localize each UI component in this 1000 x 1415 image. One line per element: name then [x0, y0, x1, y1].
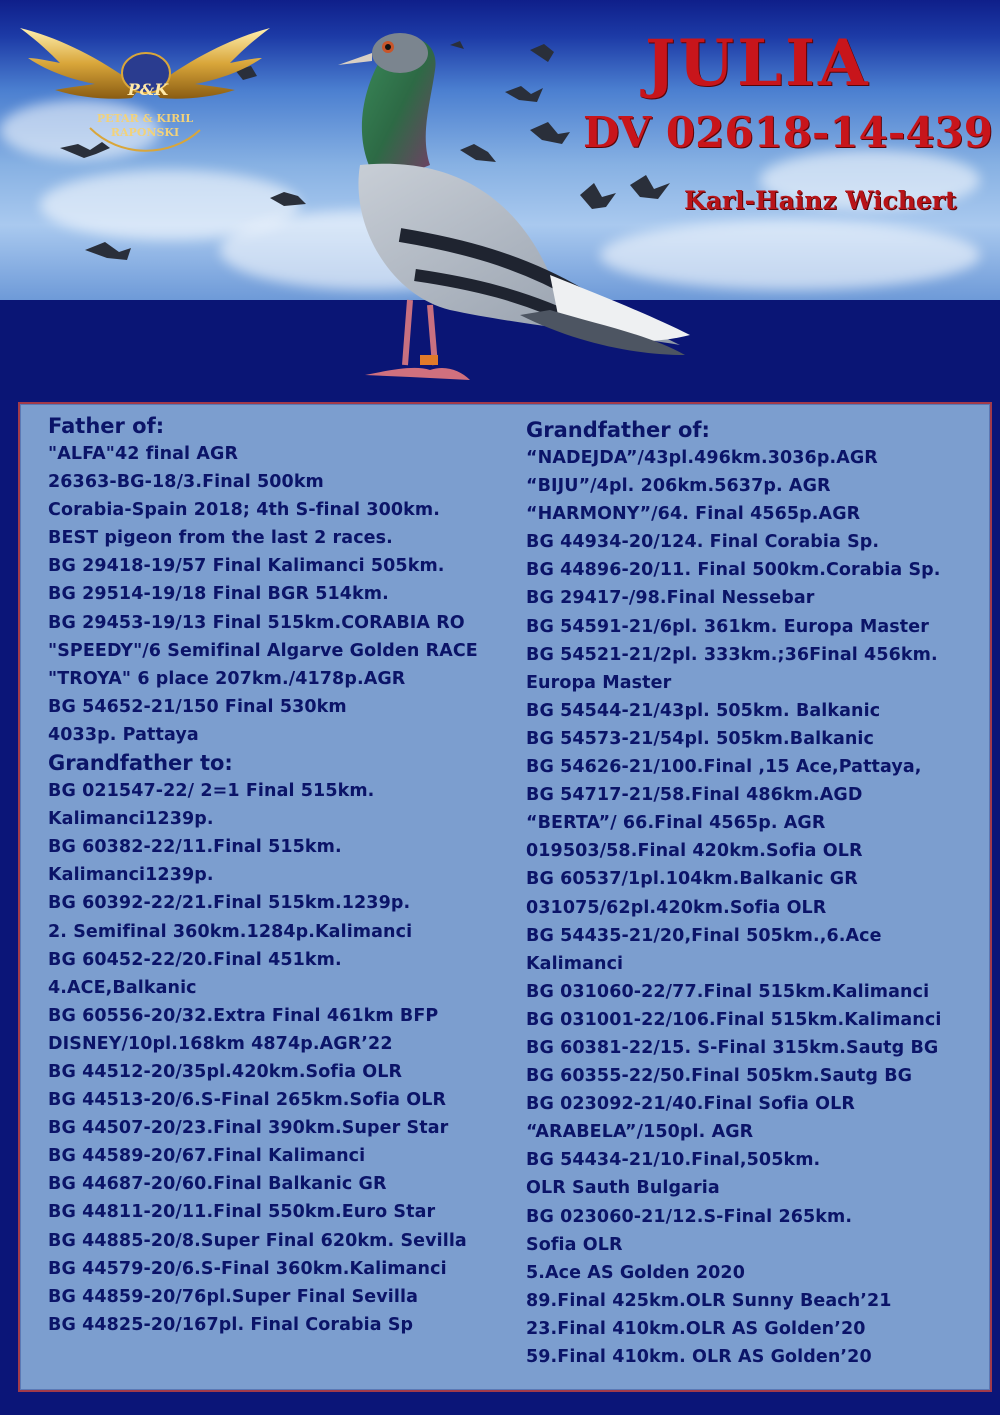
logo-line: PETAR & KIRIL: [96, 112, 194, 125]
result-line: “HARMONY”/64. Final 4565p.AGR: [526, 504, 861, 525]
result-line: 2. Semifinal 360km.1284p.Kalimanci: [48, 921, 413, 942]
result-line: 4.ACE,Balkanic: [48, 977, 197, 998]
result-line: Corabia-Spain 2018; 4th S-final 300km.: [48, 500, 440, 521]
result-line: 59.Final 410km. OLR AS Golden’20: [526, 1347, 872, 1367]
result-line: Europa Master: [526, 672, 672, 693]
result-line: BG 031060-22/77.Final 515km.Kalimanci: [526, 981, 930, 1002]
right-column: [526, 416, 986, 1371]
pigeon-name: JULIA: [645, 26, 871, 101]
result-line: Kalimanci1239p.: [48, 809, 214, 830]
result-line: BG 54544-21/43pl. 505km. Balkanic: [526, 700, 881, 721]
result-line: “BIJU”/4pl. 206km.5637p. AGR: [526, 476, 831, 497]
result-line: BG 44896-20/11. Final 500km.Corabia Sp.: [526, 560, 941, 581]
result-line: BG 60556-20/32.Extra Final 461km BFP: [48, 1005, 439, 1026]
result-line: BG 023092-21/40.Final Sofia OLR: [526, 1094, 855, 1115]
logo-monogram: P&K: [127, 80, 169, 99]
result-line: BG 54652-21/150 Final 530km: [48, 696, 347, 717]
result-line: BG 54521-21/2pl. 333km.;36Final 456km.: [526, 644, 938, 665]
result-line: 5.Ace AS Golden 2020: [526, 1262, 745, 1283]
grandfather-to-heading: Grandfather to:: [48, 751, 233, 776]
result-line: BG 44507-20/23.Final 390km.Super Star: [48, 1118, 449, 1139]
result-line: 89.Final 425km.OLR Sunny Beach’21: [526, 1290, 892, 1311]
result-line: BG 021547-22/ 2=1 Final 515km.: [48, 781, 375, 802]
result-line: BG 44512-20/35pl.420km.Sofia OLR: [48, 1061, 403, 1082]
result-line: BG 44589-20/67.Final Kalimanci: [48, 1146, 366, 1167]
result-line: "ALFA"42 final AGR: [48, 444, 239, 464]
pigeon-image: [320, 25, 700, 395]
breeder-name: Karl-Hainz Wichert: [684, 186, 957, 215]
ring-number: DV 02618-14-439: [583, 108, 993, 157]
result-line: DISNEY/10pl.168km 4874p.AGR’22: [48, 1033, 393, 1054]
result-line: BG 60382-22/11.Final 515km.: [48, 837, 342, 858]
result-line: BG 44825-20/167pl. Final Corabia Sp: [48, 1314, 414, 1335]
pedigree-panel: [18, 402, 992, 1392]
result-line: BG 44885-20/8.Super Final 620km. Sevilla: [48, 1230, 467, 1251]
result-line: BG 60381-22/15. S-Final 315km.Sautg BG: [526, 1037, 939, 1058]
result-line: BG 44811-20/11.Final 550km.Euro Star: [48, 1202, 436, 1223]
result-line: Kalimanci1239p.: [48, 865, 214, 886]
result-line: Kalimanci: [526, 953, 624, 974]
result-line: BG 60392-22/21.Final 515km.1239p.: [48, 893, 411, 914]
result-line: 23.Final 410km.OLR AS Golden’20: [526, 1318, 866, 1339]
result-line: BG 44934-20/124. Final Corabia Sp.: [526, 532, 880, 553]
result-line: BG 44579-20/6.S-Final 360km.Kalimanci: [48, 1258, 447, 1279]
result-line: “BERTA”/ 66.Final 4565p. AGR: [526, 813, 826, 834]
result-line: BG 031001-22/106.Final 515km.Kalimanci: [526, 1009, 942, 1030]
result-line: BG 29514-19/18 Final BGR 514km.: [48, 584, 389, 605]
grandfather-of-list: [526, 444, 986, 1371]
result-line: BG 54434-21/10.Final,505km.: [526, 1150, 821, 1171]
result-line: 019503/58.Final 420km.Sofia OLR: [526, 841, 863, 862]
result-line: BG 54626-21/100.Final ,15 Ace,Pattaya,: [526, 757, 922, 778]
logo-text: [80, 112, 210, 140]
logo: [20, 18, 270, 168]
result-line: OLR Sauth Bulgaria: [526, 1178, 720, 1199]
result-line: 4033p. Pattaya: [48, 724, 199, 745]
result-line: BG 54591-21/6pl. 361km. Europa Master: [526, 616, 929, 637]
result-line: BG 54717-21/58.Final 486km.AGD: [526, 785, 863, 806]
result-line: BG 54573-21/54pl. 505km.Balkanic: [526, 728, 874, 749]
result-line: BG 44859-20/76pl.Super Final Sevilla: [48, 1286, 418, 1307]
bird-icon: [270, 192, 306, 206]
result-line: BEST pigeon from the last 2 races.: [48, 528, 393, 549]
result-line: BG 54435-21/20,Final 505km.,6.Ace: [526, 925, 882, 946]
left-column: [48, 412, 518, 1339]
result-line: BG 60452-22/20.Final 451km.: [48, 949, 342, 970]
father-of-heading: Father of:: [48, 414, 165, 438]
result-line: BG 29453-19/13 Final 515km.CORABIA RO: [48, 612, 465, 633]
result-line: BG 29418-19/57 Final Kalimanci 505km.: [48, 556, 445, 577]
bird-icon: [85, 242, 131, 260]
result-line: BG 60537/1pl.104km.Balkanic GR: [526, 869, 858, 890]
grandfather-to-list: [48, 777, 518, 1339]
result-line: BG 44513-20/6.S-Final 265km.Sofia OLR: [48, 1090, 447, 1111]
result-line: 26363-BG-18/3.Final 500km: [48, 472, 324, 493]
result-line: “ARABELA”/150pl. AGR: [526, 1122, 754, 1143]
result-line: "SPEEDY"/6 Semifinal Algarve Golden RACE: [48, 640, 478, 661]
result-line: BG 44687-20/60.Final Balkanic GR: [48, 1174, 387, 1195]
result-line: BG 023060-21/12.S-Final 265km.: [526, 1206, 853, 1227]
result-line: 031075/62pl.420km.Sofia OLR: [526, 897, 827, 918]
result-line: BG 60355-22/50.Final 505km.Sautg BG: [526, 1066, 913, 1087]
result-line: Sofia OLR: [526, 1234, 623, 1255]
result-line: BG 29417-/98.Final Nessebar: [526, 588, 815, 609]
grandfather-of-heading: Grandfather of:: [526, 418, 710, 442]
father-of-list: [48, 440, 518, 749]
logo-line: RAPONSKI: [110, 126, 180, 139]
result-line: “NADEJDA”/43pl.496km.3036p.AGR: [526, 448, 878, 468]
result-line: "TROYA" 6 place 207km./4178p.AGR: [48, 668, 406, 689]
